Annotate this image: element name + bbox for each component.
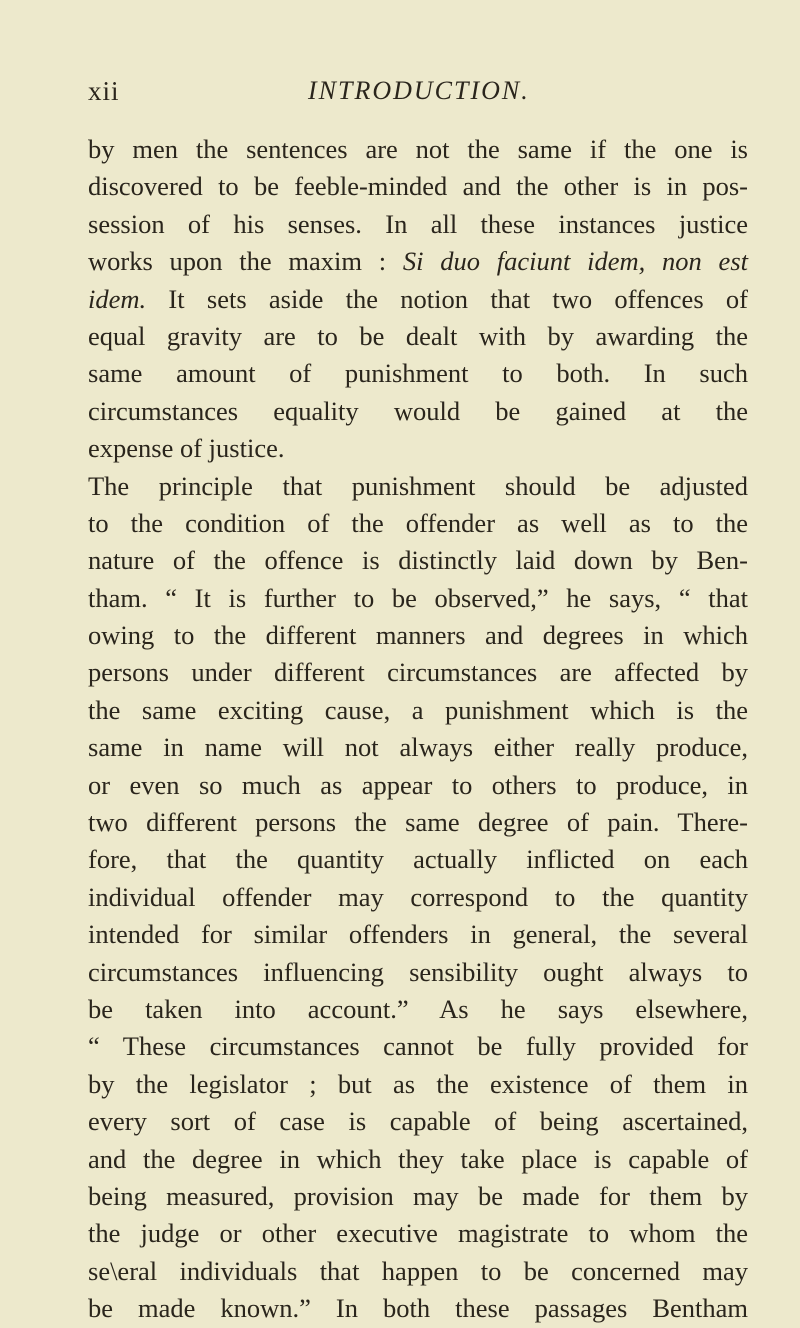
text-line: being measured, provision may be made for them by: [88, 1180, 748, 1211]
body-text: [88, 131, 748, 1328]
text-line: circumstances influencing sensibility ought always to: [88, 956, 748, 987]
text-line: tham. “ It is further to be observed,” he says, “ that: [88, 582, 748, 613]
text-line: by the legislator ; but as the existence of them in: [88, 1068, 748, 1099]
text-span: works upon the maxim :: [88, 246, 387, 277]
text-line: [88, 243, 748, 280]
text-line: the judge or other executive magistrate to whom the: [88, 1218, 748, 1249]
text-line: se\eral individuals that happen to be concerned may: [88, 1255, 748, 1286]
text-line: intended for similar offenders in general, the several: [88, 919, 748, 950]
text-line: by men the sentences are not the same if the one is: [88, 134, 748, 164]
text-line: same in name will not always either really produce,: [88, 732, 748, 763]
running-head: INTRODUCTION.: [308, 76, 530, 105]
text-line: the same exciting cause, a punishment which is the: [88, 694, 748, 725]
text-line: be made known.” In both these passages Bentham: [88, 1293, 748, 1324]
text-line: be taken into account.” As he says elsewhere,: [88, 993, 748, 1024]
text-line: and the degree in which they take place is capable of: [88, 1143, 748, 1174]
latin-maxim: Si duo faciunt idem, non est: [402, 246, 748, 277]
latin-maxim-end: idem.: [88, 283, 147, 314]
text-line: individual offender may correspond to the quantity: [88, 881, 748, 912]
text-line: two different persons the same degree of pain. There-: [88, 807, 748, 838]
text-line: circumstances equality would be gained at the: [88, 395, 748, 426]
text-line: persons under different circumstances are affected by: [88, 657, 748, 688]
text-line: nature of the offence is distinctly laid down by Ben-: [88, 545, 748, 576]
text-line: session of his senses. In all these instances justice: [88, 208, 748, 239]
text-line: discovered to be feeble-minded and the other is in pos-: [88, 171, 748, 202]
text-line: “ These circumstances cannot be fully provided for: [88, 1031, 748, 1062]
text-line: owing to the different manners and degrees in which: [88, 620, 748, 651]
text-line: or even so much as appear to others to produce, in: [88, 769, 748, 800]
text-line: fore, that the quantity actually inflicted on each: [88, 844, 748, 875]
text-line: same amount of punishment to both. In such: [88, 358, 748, 389]
text-line: [88, 281, 748, 318]
page-number: xii: [88, 76, 120, 106]
text-line: equal gravity are to be dealt with by awarding the: [88, 320, 748, 351]
text-line: expense of justice.: [88, 433, 285, 464]
text-span: It sets aside the notion that two offences of: [168, 283, 748, 314]
page-header: [0, 76, 800, 116]
text-line: The principle that punishment should be adjusted: [88, 470, 748, 501]
text-line: to the condition of the offender as well as to the: [88, 507, 748, 538]
text-line: every sort of case is capable of being ascertained,: [88, 1106, 748, 1137]
